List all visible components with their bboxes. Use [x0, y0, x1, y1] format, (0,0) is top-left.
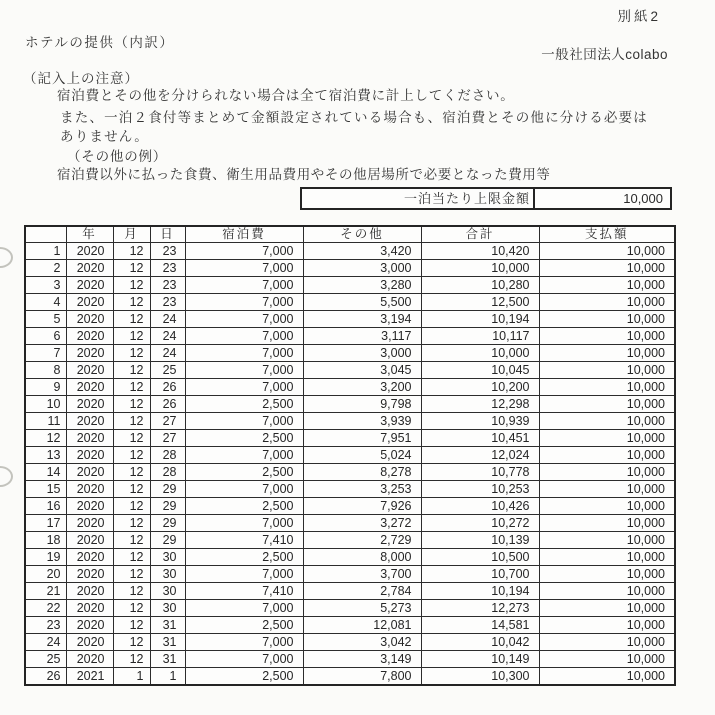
table-cell: 7,000	[185, 566, 303, 583]
note-line: また、一泊２食付等まとめて金額設定されている場合も、宿泊費とその他に分ける必要は	[60, 110, 648, 125]
table-cell: 10,000	[539, 634, 675, 651]
table-row	[25, 464, 675, 481]
table-cell: 12	[113, 430, 150, 447]
table-cell: 12	[113, 498, 150, 515]
table-cell: 7,410	[185, 583, 303, 600]
table-cell: 13	[25, 447, 66, 464]
table-cell: 12	[113, 328, 150, 345]
table-cell: 30	[150, 600, 185, 617]
table-cell: 2020	[66, 634, 113, 651]
table-cell: 3,280	[303, 277, 421, 294]
table-cell: 7,000	[185, 345, 303, 362]
table-cell: 7,000	[185, 379, 303, 396]
table-cell: 12	[113, 311, 150, 328]
table-cell: 7,000	[185, 515, 303, 532]
table-cell: 30	[150, 566, 185, 583]
table-cell: 12	[113, 260, 150, 277]
table-cell: 2,500	[185, 617, 303, 634]
table-row	[25, 260, 675, 277]
table-cell: 29	[150, 532, 185, 549]
table-cell: 23	[25, 617, 66, 634]
table-cell: 23	[150, 260, 185, 277]
table-cell: 10,000	[539, 481, 675, 498]
table-cell: 7,000	[185, 311, 303, 328]
table-cell: 10,000	[539, 311, 675, 328]
table-cell: 10,000	[539, 413, 675, 430]
table-cell: 2020	[66, 600, 113, 617]
table-cell: 7,000	[185, 651, 303, 668]
table-cell: 10,939	[421, 413, 539, 430]
table-row	[25, 294, 675, 311]
table-cell: 12	[113, 396, 150, 413]
table-cell: 21	[25, 583, 66, 600]
table-cell: 23	[150, 277, 185, 294]
table-cell: 2,500	[185, 396, 303, 413]
column-header: 年	[66, 226, 113, 243]
table-cell: 10,000	[539, 600, 675, 617]
table-cell: 2,784	[303, 583, 421, 600]
attachment-number-label: 別紙2	[617, 9, 661, 24]
punch-hole	[0, 466, 13, 487]
table-cell: 24	[25, 634, 66, 651]
table-cell: 2020	[66, 379, 113, 396]
table-cell: 3,045	[303, 362, 421, 379]
table-cell: 10,117	[421, 328, 539, 345]
table-cell: 2020	[66, 311, 113, 328]
table-row	[25, 447, 675, 464]
table-cell: 10,000	[539, 498, 675, 515]
table-cell: 23	[150, 243, 185, 260]
table-cell: 12,024	[421, 447, 539, 464]
table-cell: 12,500	[421, 294, 539, 311]
table-cell: 10,280	[421, 277, 539, 294]
table-cell: 10,000	[539, 362, 675, 379]
table-row	[25, 362, 675, 379]
document-title: ホテルの提供（内訳）	[25, 35, 175, 50]
nightly-limit-box	[300, 187, 672, 210]
table-cell: 7,000	[185, 328, 303, 345]
table-cell: 12	[113, 651, 150, 668]
table-cell: 14,581	[421, 617, 539, 634]
table-cell: 12	[113, 515, 150, 532]
table-cell: 12	[113, 447, 150, 464]
table-row	[25, 549, 675, 566]
table-cell: 8,278	[303, 464, 421, 481]
table-cell: 10,045	[421, 362, 539, 379]
table-cell: 10,000	[421, 345, 539, 362]
table-row	[25, 651, 675, 668]
table-cell: 12	[113, 345, 150, 362]
table-cell: 31	[150, 634, 185, 651]
table-cell: 7,951	[303, 430, 421, 447]
table-cell: 7,800	[303, 668, 421, 686]
table-row	[25, 600, 675, 617]
column-header: 月	[113, 226, 150, 243]
organization-name: 一般社団法人colabo	[541, 47, 668, 62]
table-cell: 12	[113, 566, 150, 583]
table-cell: 12,081	[303, 617, 421, 634]
table-cell: 10,000	[539, 430, 675, 447]
table-row	[25, 379, 675, 396]
table-cell: 26	[150, 396, 185, 413]
table-cell: 22	[25, 600, 66, 617]
table-cell: 25	[25, 651, 66, 668]
table-cell: 2020	[66, 396, 113, 413]
table-row	[25, 566, 675, 583]
table-cell: 2020	[66, 260, 113, 277]
table-cell: 10,000	[421, 260, 539, 277]
table-row	[25, 498, 675, 515]
table-row	[25, 634, 675, 651]
column-header: 宿泊費	[185, 226, 303, 243]
table-cell: 10,000	[539, 566, 675, 583]
table-cell: 10,000	[539, 277, 675, 294]
table-cell: 2020	[66, 617, 113, 634]
table-cell: 5,500	[303, 294, 421, 311]
table-cell: 28	[150, 464, 185, 481]
table-cell: 8	[25, 362, 66, 379]
table-row	[25, 243, 675, 260]
column-header: 支払額	[539, 226, 675, 243]
table-cell: 2020	[66, 345, 113, 362]
table-cell: 10	[25, 396, 66, 413]
table-cell: 7,000	[185, 277, 303, 294]
table-cell: 10,426	[421, 498, 539, 515]
table-cell: 26	[25, 668, 66, 686]
table-cell: 7,000	[185, 413, 303, 430]
punch-hole	[0, 247, 13, 268]
table-cell: 10,000	[539, 515, 675, 532]
table-cell: 10,000	[539, 396, 675, 413]
table-cell: 2020	[66, 413, 113, 430]
table-cell: 23	[150, 294, 185, 311]
table-cell: 3,200	[303, 379, 421, 396]
table-cell: 10,500	[421, 549, 539, 566]
table-cell: 12,298	[421, 396, 539, 413]
table-cell: 7,000	[185, 294, 303, 311]
table-cell: 14	[25, 464, 66, 481]
table-cell: 2,500	[185, 668, 303, 686]
table-cell: 12	[25, 430, 66, 447]
table-cell: 7,000	[185, 362, 303, 379]
table-cell: 10,778	[421, 464, 539, 481]
example-line: 宿泊費以外に払った食費、衛生用品費用やその他居場所で必要となった費用等	[57, 167, 551, 182]
table-cell: 12	[113, 362, 150, 379]
table-cell: 12	[113, 413, 150, 430]
table-row	[25, 430, 675, 447]
table-cell: 10,149	[421, 651, 539, 668]
table-row	[25, 277, 675, 294]
table-cell: 19	[25, 549, 66, 566]
table-cell: 10,000	[539, 243, 675, 260]
note-line: 宿泊費とその他を分けられない場合は全て宿泊費に計上してください。	[57, 88, 515, 103]
table-cell: 3,420	[303, 243, 421, 260]
table-cell: 7,000	[185, 243, 303, 260]
table-cell: 10,300	[421, 668, 539, 686]
table-cell: 1	[113, 668, 150, 686]
table-cell: 2020	[66, 566, 113, 583]
table-cell: 24	[150, 328, 185, 345]
table-cell: 2020	[66, 430, 113, 447]
table-cell: 3,000	[303, 345, 421, 362]
nightly-limit-value: 10,000	[623, 191, 663, 206]
table-cell: 2020	[66, 481, 113, 498]
table-row	[25, 328, 675, 345]
table-cell: 2020	[66, 532, 113, 549]
table-cell: 12	[113, 464, 150, 481]
table-body	[25, 243, 675, 686]
table-cell: 17	[25, 515, 66, 532]
table-cell: 31	[150, 651, 185, 668]
table-cell: 10,194	[421, 311, 539, 328]
table-cell: 29	[150, 515, 185, 532]
table-cell: 3,272	[303, 515, 421, 532]
nightly-limit-label: 一泊当たり上限金額	[302, 189, 535, 208]
column-header: 日	[150, 226, 185, 243]
table-cell: 2020	[66, 328, 113, 345]
table-cell: 12	[113, 294, 150, 311]
table-cell: 2020	[66, 294, 113, 311]
table-cell: 10,000	[539, 464, 675, 481]
table-cell: 8,000	[303, 549, 421, 566]
table-cell: 2020	[66, 498, 113, 515]
table-cell: 10,000	[539, 260, 675, 277]
table-cell: 2021	[66, 668, 113, 686]
table-cell: 10,272	[421, 515, 539, 532]
table-cell: 29	[150, 481, 185, 498]
table-cell: 10,042	[421, 634, 539, 651]
table-cell: 12	[113, 617, 150, 634]
column-header: その他	[303, 226, 421, 243]
table-row	[25, 396, 675, 413]
table-cell: 20	[25, 566, 66, 583]
table-cell: 10,000	[539, 668, 675, 686]
table-cell: 10,000	[539, 583, 675, 600]
table-cell: 24	[150, 311, 185, 328]
table-cell: 24	[150, 345, 185, 362]
table-cell: 12	[113, 481, 150, 498]
table-cell: 11	[25, 413, 66, 430]
table-cell: 12,273	[421, 600, 539, 617]
note-line: ありません。	[60, 129, 150, 144]
table-cell: 12	[113, 243, 150, 260]
table-cell: 3,042	[303, 634, 421, 651]
table-cell: 2020	[66, 243, 113, 260]
table-cell: 12	[113, 583, 150, 600]
table-cell: 15	[25, 481, 66, 498]
table-cell: 2020	[66, 464, 113, 481]
table-row	[25, 617, 675, 634]
table-cell: 3,700	[303, 566, 421, 583]
table-cell: 7,000	[185, 634, 303, 651]
table-cell: 12	[113, 379, 150, 396]
table-cell: 5,024	[303, 447, 421, 464]
table-cell: 2,500	[185, 464, 303, 481]
table-cell: 12	[113, 600, 150, 617]
table-cell: 10,420	[421, 243, 539, 260]
example-heading: （その他の例）	[67, 149, 168, 164]
table-cell: 27	[150, 413, 185, 430]
table-cell: 2020	[66, 651, 113, 668]
hotel-expense-table	[24, 225, 676, 686]
table-cell: 30	[150, 583, 185, 600]
table-cell: 2020	[66, 583, 113, 600]
table-cell: 10,000	[539, 345, 675, 362]
table-cell: 2020	[66, 515, 113, 532]
table-cell: 2,500	[185, 549, 303, 566]
table-cell: 10,253	[421, 481, 539, 498]
table-cell: 9,798	[303, 396, 421, 413]
table-cell: 2020	[66, 549, 113, 566]
table-row	[25, 583, 675, 600]
table-cell: 1	[25, 243, 66, 260]
table-cell: 5,273	[303, 600, 421, 617]
table-cell: 7,926	[303, 498, 421, 515]
table-cell: 10,700	[421, 566, 539, 583]
table-cell: 12	[113, 549, 150, 566]
table-cell: 27	[150, 430, 185, 447]
table-cell: 2,729	[303, 532, 421, 549]
table-cell: 2	[25, 260, 66, 277]
table-cell: 3,939	[303, 413, 421, 430]
table-cell: 25	[150, 362, 185, 379]
table-row	[25, 413, 675, 430]
table-cell: 29	[150, 498, 185, 515]
table-cell: 10,000	[539, 447, 675, 464]
table-row	[25, 481, 675, 498]
table-cell: 10,194	[421, 583, 539, 600]
table-cell: 2,500	[185, 430, 303, 447]
table-cell: 7	[25, 345, 66, 362]
table-cell: 12	[113, 277, 150, 294]
table-cell: 10,000	[539, 651, 675, 668]
table-cell: 31	[150, 617, 185, 634]
table-cell: 7,410	[185, 532, 303, 549]
table-cell: 3,253	[303, 481, 421, 498]
table-cell: 10,000	[539, 328, 675, 345]
table-cell: 4	[25, 294, 66, 311]
column-header: 合計	[421, 226, 539, 243]
table-cell: 26	[150, 379, 185, 396]
table-cell: 30	[150, 549, 185, 566]
table-cell: 3,194	[303, 311, 421, 328]
table-cell: 28	[150, 447, 185, 464]
table-cell: 12	[113, 634, 150, 651]
table-cell: 3,149	[303, 651, 421, 668]
table-cell: 7,000	[185, 260, 303, 277]
table-cell: 2,500	[185, 498, 303, 515]
table-cell: 18	[25, 532, 66, 549]
table-cell: 10,139	[421, 532, 539, 549]
table-cell: 10,000	[539, 294, 675, 311]
table-header-row	[25, 226, 675, 243]
table-row	[25, 515, 675, 532]
table-cell: 10,000	[539, 379, 675, 396]
table-row	[25, 668, 675, 686]
table-cell: 16	[25, 498, 66, 515]
table-cell: 7,000	[185, 447, 303, 464]
table-row	[25, 345, 675, 362]
table-cell: 3,117	[303, 328, 421, 345]
table-cell: 10,200	[421, 379, 539, 396]
table-cell: 10,000	[539, 549, 675, 566]
table-cell: 5	[25, 311, 66, 328]
corner-cell	[25, 226, 66, 243]
table-cell: 3	[25, 277, 66, 294]
table-cell: 6	[25, 328, 66, 345]
table-cell: 12	[113, 532, 150, 549]
table-cell: 1	[150, 668, 185, 686]
table-cell: 2020	[66, 277, 113, 294]
table-cell: 3,000	[303, 260, 421, 277]
table-cell: 9	[25, 379, 66, 396]
table-cell: 2020	[66, 362, 113, 379]
notes-heading: （記入上の注意）	[23, 71, 139, 86]
table-cell: 10,451	[421, 430, 539, 447]
table-cell: 10,000	[539, 617, 675, 634]
table-cell: 10,000	[539, 532, 675, 549]
table-cell: 7,000	[185, 600, 303, 617]
table-row	[25, 532, 675, 549]
table-cell: 7,000	[185, 481, 303, 498]
table-cell: 2020	[66, 447, 113, 464]
table-row	[25, 311, 675, 328]
